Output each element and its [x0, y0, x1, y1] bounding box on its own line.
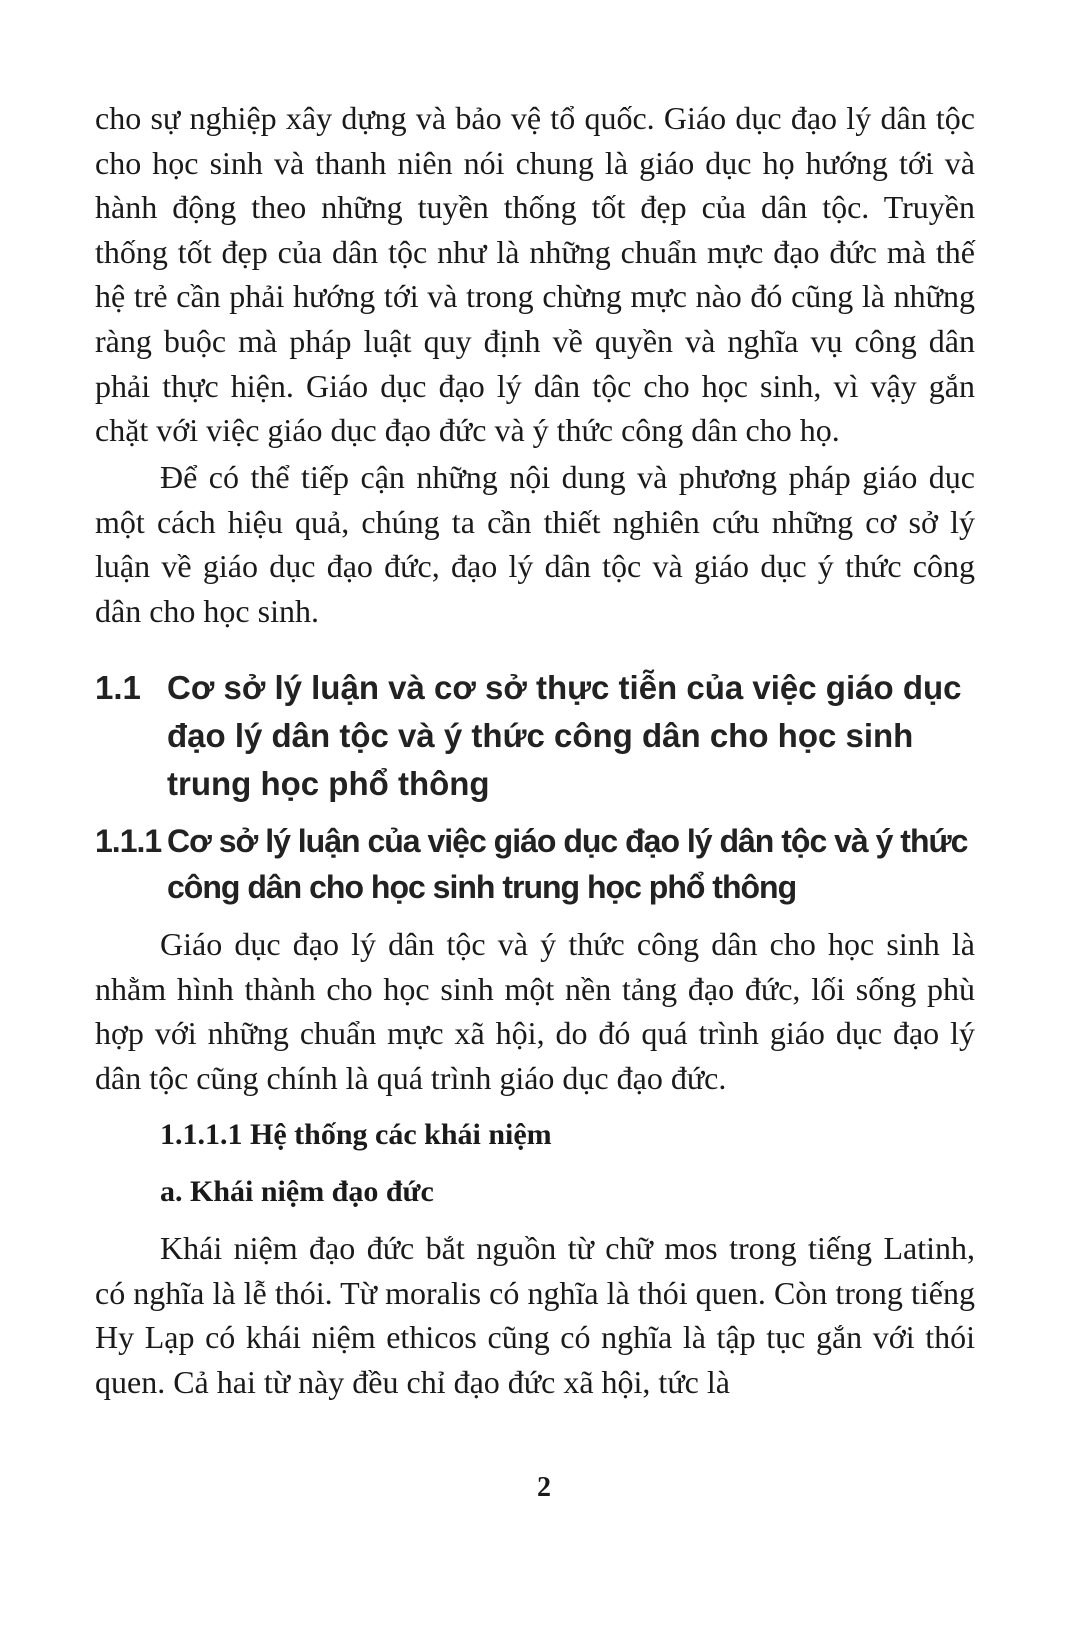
paragraph-etymology: Khái niệm đạo đức bắt nguồn từ chữ mos trong tiếng Latinh, có nghĩa là lễ thói. Từ moralis có nghĩa là thói quen. Còn trong tiếng Hy Lạp có khái niệm ethicos cũng có nghĩa là tập tục gắn với thói quen. Cả hai từ này đều chỉ đạo đức xã hội, tức là: [95, 1230, 975, 1400]
paragraph-approach: Để có thể tiếp cận những nội dung và phương pháp giáo dục một cách hiệu quả, chúng ta cần thiết nghiên cứu những cơ sở lý luận về giáo dục đạo đức, đạo lý dân tộc và giáo dục ý thức công dân cho học sinh.: [95, 459, 975, 629]
section-heading-1-1-1: [95, 818, 975, 910]
section-title: Cơ sở lý luận và cơ sở thực tiễn của việc giáo dục đạo lý dân tộc và ý thức công dân cho học sinh trung học phổ thông: [167, 669, 962, 802]
heading-ethics-concept: a. Khái niệm đạo đức: [160, 1175, 434, 1208]
heading-concept-system: 1.1.1.1 Hệ thống các khái niệm: [160, 1118, 552, 1151]
page-number: 2: [537, 1472, 551, 1503]
subsection-title: Cơ sở lý luận của việc giáo dục đạo lý dân tộc và ý thức công dân cho học sinh trung học phổ thông: [167, 823, 968, 905]
section-number: 1.1: [95, 669, 141, 706]
subsection-number: 1.1.1: [95, 823, 162, 859]
paragraph-intro-continued: cho sự nghiệp xây dựng và bảo vệ tổ quốc. Giáo dục đạo lý dân tộc cho học sinh và thanh niên nói chung là giáo dục họ hướng tới và hành động theo những tuyền thống tốt đẹp của dân tộc. Truyền thống tốt đẹp của dân tộc như là những chuẩn mực đạo đức mà thế hệ trẻ cần phải hướng tới và trong chừng mực nào đó cũng là những ràng buộc mà pháp luật quy định về quyền và nghĩa vụ công dân phải thực hiện. Giáo dục đạo lý dân tộc cho học sinh, vì vậy gắn chặt với việc giáo dục đạo đức và ý thức công dân cho họ.: [95, 100, 975, 449]
paragraph-definition: Giáo dục đạo lý dân tộc và ý thức công dân cho học sinh là nhằm hình thành cho học sinh một nền tảng đạo đức, lối sống phù hợp với những chuẩn mực xã hội, do đó quá trình giáo dục đạo lý dân tộc cũng chính là quá trình giáo dục đạo đức.: [95, 926, 975, 1096]
section-heading-1-1: [95, 664, 975, 808]
